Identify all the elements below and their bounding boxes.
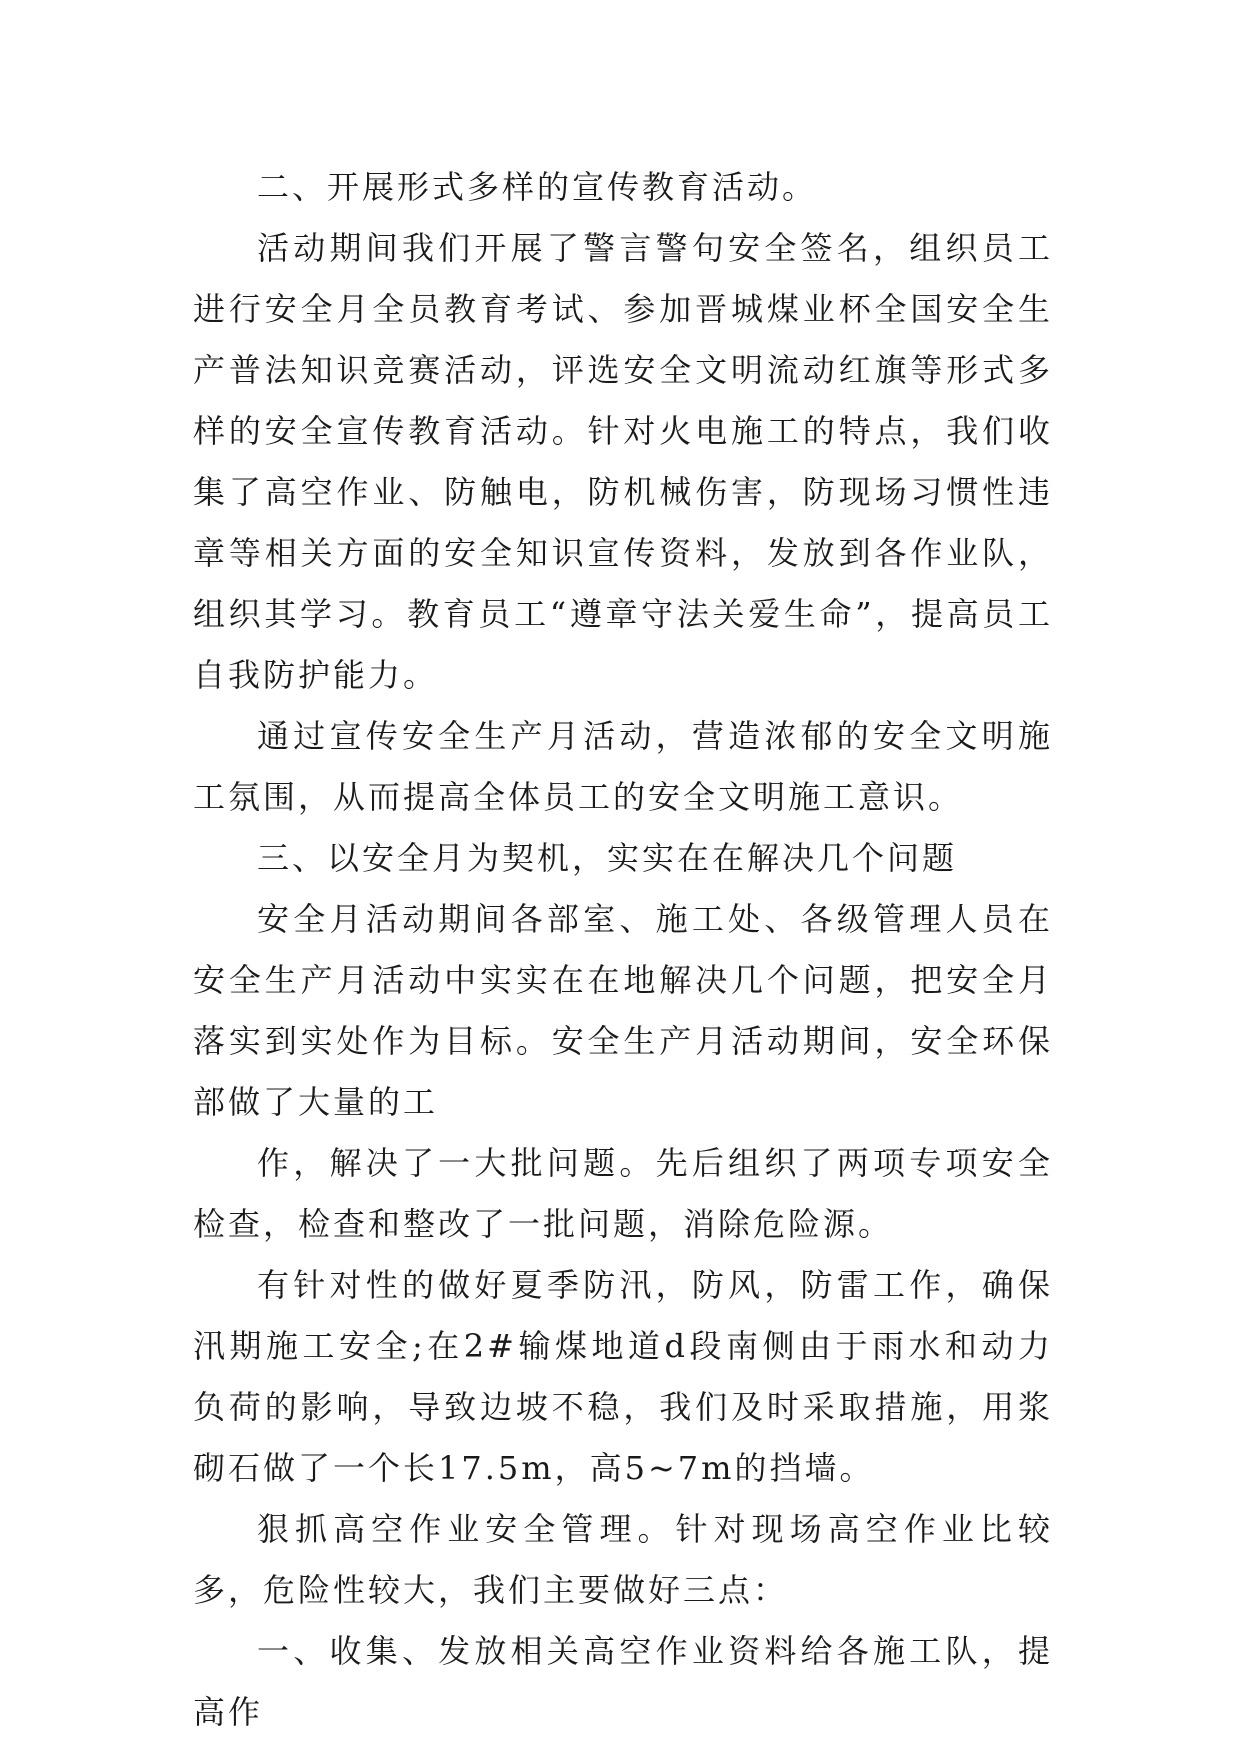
paragraph-atmosphere: 通过宣传安全生产月活动，营造浓郁的安全文明施工氛围，从而提高全体员工的安全文明施工意识。 bbox=[193, 717, 1053, 816]
paragraph-high-altitude: 狠抓高空作业安全管理。针对现场高空作业比较多，危险性较大，我们主要做好三点： bbox=[193, 1510, 1053, 1609]
document-body bbox=[193, 157, 1053, 1743]
section-heading-2: 二、开展形式多样的宣传教育活动。 bbox=[257, 168, 818, 206]
paragraph-safety-month: 安全月活动期间各部室、施工处、各级管理人员在安全生产月活动中实实在在地解决几个问题，把安全月落实到实处作为目标。安全生产月活动期间，安全环保部做了大量的工 bbox=[193, 900, 1053, 1121]
paragraph-inspections: 作，解决了一大批问题。先后组织了两项专项安全检查，检查和整改了一批问题，消除危险源。 bbox=[193, 1144, 1053, 1243]
section-heading-3: 三、以安全月为契机，实实在在解决几个问题 bbox=[257, 839, 958, 877]
paragraph-flood-prevention: 有针对性的做好夏季防汛，防风，防雷工作，确保汛期施工安全;在2#输煤地道d段南侧由于雨水和动力负荷的影响，导致边坡不稳，我们及时采取措施，用浆砌石做了一个长17.5m，高5~7m的挡墙。 bbox=[193, 1266, 1053, 1487]
paragraph-activities: 活动期间我们开展了警言警句安全签名，组织员工进行安全月全员教育考试、参加晋城煤业杯全国安全生产普法知识竞赛活动，评选安全文明流动红旗等形式多样的安全宣传教育活动。针对火电施工的特点，我们收集了高空作业、防触电，防机械伤害，防现场习惯性违章等相关方面的安全知识宣传资料，发放到各作业队，组织其学习。教育员工“遵章守法关爱生命”，提高员工自我防护能力。 bbox=[193, 229, 1053, 694]
paragraph-point-one: 一、收集、发放相关高空作业资料给各施工队，提高作 bbox=[193, 1632, 1053, 1731]
